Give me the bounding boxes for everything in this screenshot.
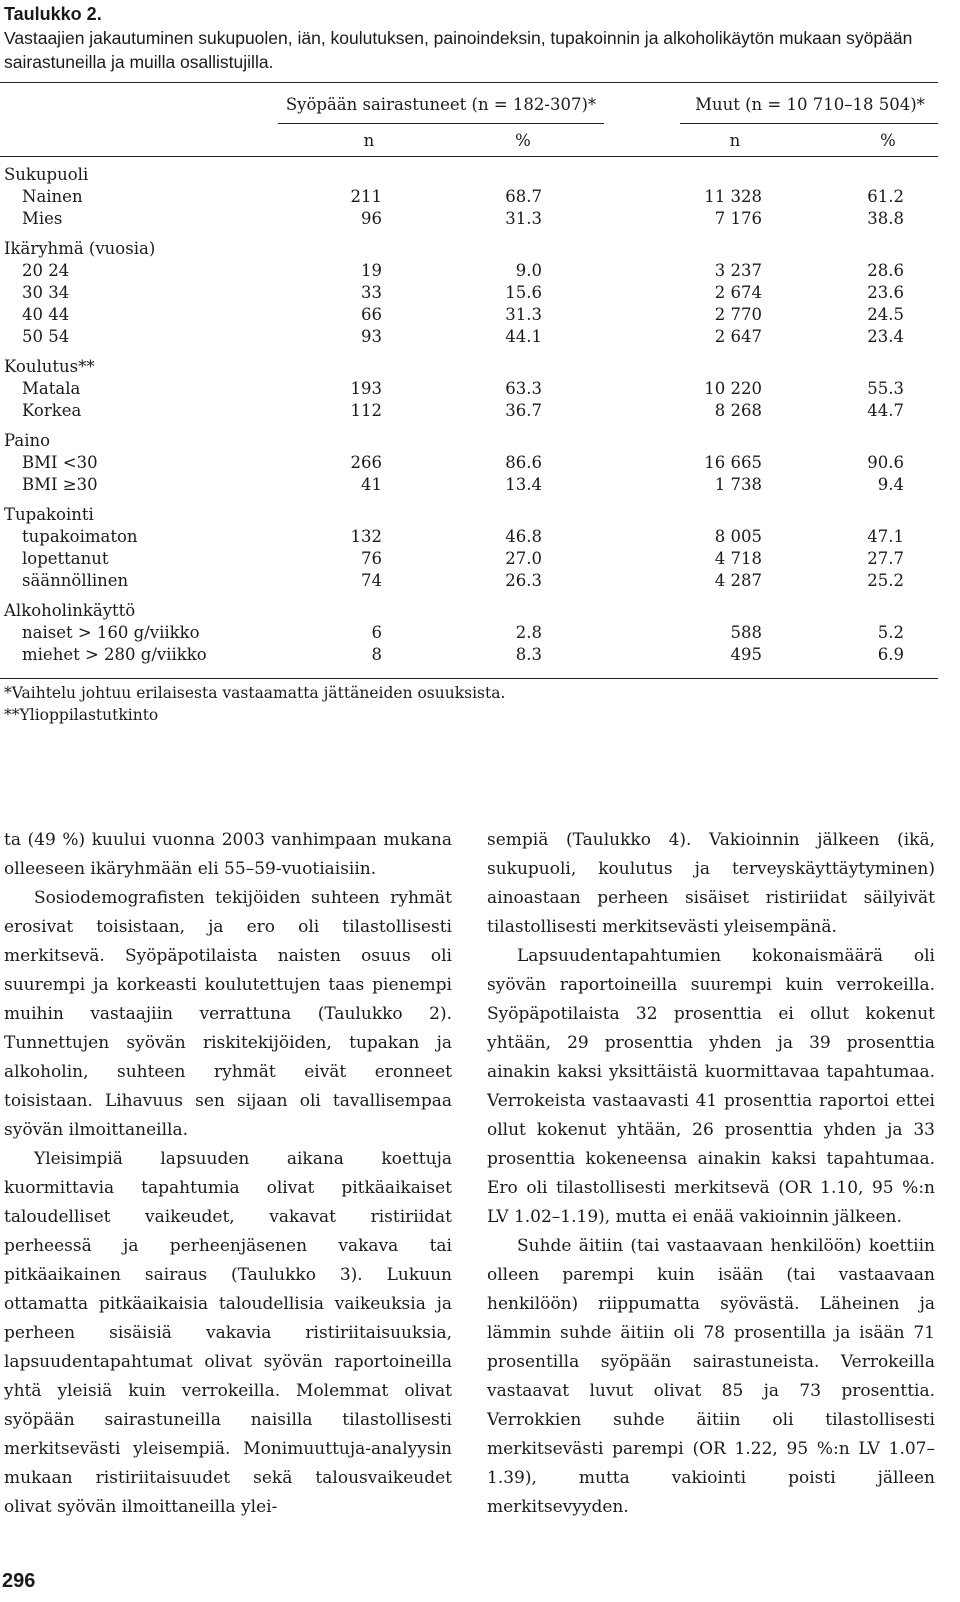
others-n-cell: 2 647	[714, 327, 762, 346]
cancer-n-cell: 132	[350, 527, 382, 546]
section-label: Ikäryhmä (vuosia)	[4, 239, 156, 258]
section-label: Tupakointi	[4, 505, 94, 524]
table-section-row	[0, 164, 940, 186]
table-row	[0, 570, 940, 592]
table-section-row	[0, 430, 940, 452]
paragraph: Suhde äitiin (tai vastaavaan henkilöön) koettiin olleen parempi kuin isään (tai vastaavaan henkilöön) riippumatta syövästä. Läheinen ja lämmin suhde äitiin oli 78 prosentilla ja isään 71 prosentilla syöpään sairastuneista. Verrokeilla vastaavat luvut olivat 85 ja 73 prosenttia. Verrokkien suhde äitiin oli tilastollisesti merkitsevästi parempi (OR 1.22, 95 %:n LV 1.07–1.39), mutta vakiointi poisti jälleen merkitsevyyden.	[487, 1236, 935, 1517]
group-rule-cancer	[278, 123, 604, 124]
col-header-n1: n	[363, 131, 375, 150]
others-n-cell: 7 176	[714, 209, 762, 228]
cancer-n-cell: 266	[350, 453, 382, 472]
table-row	[0, 378, 940, 400]
group-rule-others	[680, 123, 938, 124]
row-label: naiset > 160 g/viikko	[22, 623, 200, 642]
others-n-cell: 4 287	[714, 571, 762, 590]
others-n-cell: 4 718	[714, 549, 762, 568]
others-n-cell: 495	[730, 645, 762, 664]
footnote: **Ylioppilastutkinto	[4, 706, 159, 724]
page-number: 296	[2, 1570, 36, 1592]
paragraph: sempiä (Taulukko 4). Vakioinnin jälkeen (ikä, sukupuoli, koulutus ja terveyskäyttäytyminen) ainoastaan perheen sisäiset ristiriidat säilyivät tilastollisesti merkitsevästi yleisempänä.	[487, 830, 935, 937]
section-label: Koulutus**	[4, 357, 95, 376]
table-section-row	[0, 238, 940, 260]
table-row	[0, 548, 940, 570]
cancer-pct-cell: 68.7	[505, 187, 542, 206]
cancer-n-cell: 6	[371, 623, 382, 642]
table-body	[0, 164, 940, 666]
others-pct-cell: 24.5	[867, 305, 904, 324]
others-pct-cell: 47.1	[867, 527, 904, 546]
cancer-pct-cell: 44.1	[505, 327, 542, 346]
table-caption	[4, 2, 944, 74]
col-header-pct1: %	[515, 131, 531, 150]
cancer-pct-cell: 86.6	[505, 453, 542, 472]
row-label: miehet > 280 g/viikko	[22, 645, 207, 664]
cancer-n-cell: 193	[350, 379, 382, 398]
others-n-cell: 8 005	[714, 527, 762, 546]
others-pct-cell: 23.4	[867, 327, 904, 346]
table-row	[0, 282, 940, 304]
table-section-row	[0, 504, 940, 526]
others-n-cell: 2 770	[714, 305, 762, 324]
cancer-n-cell: 19	[361, 261, 382, 280]
others-n-cell: 1 738	[714, 475, 762, 494]
section-label: Sukupuoli	[4, 165, 89, 184]
group-header-cancer: Syöpään sairastuneet (n = 182-307)*	[285, 95, 597, 114]
table-section-row	[0, 600, 940, 622]
cancer-pct-cell: 2.8	[515, 623, 542, 642]
others-pct-cell: 61.2	[867, 187, 904, 206]
table-footnotes	[4, 682, 505, 726]
row-label: BMI <30	[22, 453, 98, 472]
table-row	[0, 304, 940, 326]
others-pct-cell: 44.7	[867, 401, 904, 420]
row-label: lopettanut	[22, 549, 109, 568]
others-pct-cell: 90.6	[867, 453, 904, 472]
cancer-pct-cell: 31.3	[505, 305, 542, 324]
cancer-n-cell: 96	[361, 209, 382, 228]
footnote: *Vaihtelu johtuu erilaisesta vastaamatta jättäneiden osuuksista.	[4, 684, 506, 702]
cancer-n-cell: 76	[361, 549, 382, 568]
cancer-n-cell: 211	[350, 187, 382, 206]
others-pct-cell: 27.7	[867, 549, 904, 568]
paragraph: Lapsuudentapahtumien kokonaismäärä oli syövän raportoineilla suurempi kuin verrokeilla. Syöpäpotilaista 32 prosenttia ei ollut kokenut yhtään, 29 prosenttia yhden ja 39 prosenttia ainakin kaksi yksittäistä kuormittavaa tapahtumaa. Verrokeista vastaavasti 41 prosenttia raportoi ettei ollut kokenut yhtään, 26 prosenttia yhden ja 33 prosenttia kokeneensa ainakin kaksi tapahtumaa. Ero oli tilastollisesti merkitsevä (OR 1.10, 95 %:n LV 1.02–1.19), mutta ei enää vakioinnin jälkeen.	[487, 946, 935, 1227]
col-header-n2: n	[729, 131, 741, 150]
table-row	[0, 260, 940, 282]
body-column-right	[487, 826, 935, 1522]
group-header-others: Muut (n = 10 710–18 504)*	[695, 95, 925, 114]
others-n-cell: 10 220	[704, 379, 762, 398]
body-column-left	[4, 826, 452, 1522]
row-label: 30 34	[22, 283, 70, 302]
others-pct-cell: 28.6	[867, 261, 904, 280]
cancer-pct-cell: 15.6	[505, 283, 542, 302]
others-pct-cell: 55.3	[867, 379, 904, 398]
others-pct-cell: 9.4	[877, 475, 904, 494]
cancer-pct-cell: 46.8	[505, 527, 542, 546]
cancer-pct-cell: 9.0	[515, 261, 542, 280]
section-label: Alkoholinkäyttö	[4, 601, 136, 620]
cancer-pct-cell: 63.3	[505, 379, 542, 398]
others-n-cell: 11 328	[704, 187, 762, 206]
others-pct-cell: 6.9	[877, 645, 904, 664]
table-row	[0, 474, 940, 496]
cancer-pct-cell: 27.0	[505, 549, 542, 568]
row-label: 50 54	[22, 327, 70, 346]
table-row	[0, 208, 940, 230]
table-row	[0, 644, 940, 666]
cancer-pct-cell: 13.4	[505, 475, 542, 494]
paragraph: Sosiodemografisten tekijöiden suhteen ryhmät erosivat toisistaan, ja ero oli tilastollisesti merkitsevä. Syöpäpotilaista naisten osuus oli suurempi ja korkeasti koulutettujen taas pienempi muihin vastaajiin verrattuna (Taulukko 2). Tunnettujen syövän riskitekijöiden, tupakan ja alkoholin, suhteen ryhmät eivät eronneet toisistaan. Lihavuus sen sijaan oli tavallisempaa syövän ilmoittaneilla.	[4, 888, 452, 1140]
table-row	[0, 326, 940, 348]
row-label: säännöllinen	[22, 571, 129, 590]
cancer-n-cell: 33	[361, 283, 382, 302]
col-header-pct2: %	[880, 131, 896, 150]
header-bottom-rule	[0, 156, 938, 157]
row-label: tupakoimaton	[22, 527, 138, 546]
table-row	[0, 526, 940, 548]
cancer-n-cell: 93	[361, 327, 382, 346]
cancer-n-cell: 41	[361, 475, 382, 494]
row-label: Mies	[22, 209, 63, 228]
table-section-row	[0, 356, 940, 378]
others-n-cell: 8 268	[714, 401, 762, 420]
paragraph: ta (49 %) kuului vuonna 2003 vanhimpaan mukana olleeseen ikäryhmään eli 55–59-vuotiaisiin.	[4, 830, 452, 879]
table-row	[0, 400, 940, 422]
others-pct-cell: 5.2	[877, 623, 904, 642]
cancer-pct-cell: 8.3	[515, 645, 542, 664]
row-label: 40 44	[22, 305, 70, 324]
row-label: Korkea	[22, 401, 82, 420]
cancer-pct-cell: 26.3	[505, 571, 542, 590]
cancer-n-cell: 74	[361, 571, 382, 590]
others-n-cell: 2 674	[714, 283, 762, 302]
table-bottom-rule	[0, 678, 938, 679]
row-label: Matala	[22, 379, 81, 398]
row-label: 20 24	[22, 261, 70, 280]
row-label: BMI ≥30	[22, 475, 98, 494]
others-n-cell: 588	[730, 623, 762, 642]
cancer-n-cell: 8	[371, 645, 382, 664]
table-row	[0, 622, 940, 644]
table-top-rule	[0, 82, 938, 83]
row-label: Nainen	[22, 187, 83, 206]
others-n-cell: 16 665	[704, 453, 762, 472]
cancer-n-cell: 112	[350, 401, 382, 420]
others-pct-cell: 38.8	[867, 209, 904, 228]
others-n-cell: 3 237	[714, 261, 762, 280]
table-row	[0, 186, 940, 208]
paragraph: Yleisimpiä lapsuuden aikana koettuja kuormittavia tapahtumia olivat pitkäaikaiset taloudelliset vaikeudet, vakavat ristiriidat perheessä ja perheenjäsenen vakava tai pitkäaikainen sairaus (Taulukko 3). Lukuun ottamatta pitkäaikaisia taloudellisia vaikeuksia ja perheen sisäisiä vakavia ristiriitaisuuksia, lapsuudentapahtumat olivat syövän raportoineilla yhtä yleisiä kuin verrokeilla. Molemmat olivat syöpään sairastuneilla naisilla tilastollisesti merkitsevästi yleisempiä. Monimuuttuja-analyysin mukaan ristiriitaisuudet sekä talousvaikeudet olivat syövän ilmoittaneilla ylei-	[4, 1149, 452, 1517]
section-label: Paino	[4, 431, 51, 450]
cancer-pct-cell: 36.7	[505, 401, 542, 420]
cancer-n-cell: 66	[361, 305, 382, 324]
table-caption-text: Vastaajien jakautuminen sukupuolen, iän, koulutuksen, painoindeksin, tupakoinnin ja alkoholikäytön mukaan syöpään sairastuneilla ja muilla osallistujilla.	[4, 28, 913, 72]
others-pct-cell: 23.6	[867, 283, 904, 302]
table-row	[0, 452, 940, 474]
table-label: Taulukko 2.	[4, 4, 102, 24]
cancer-pct-cell: 31.3	[505, 209, 542, 228]
others-pct-cell: 25.2	[867, 571, 904, 590]
